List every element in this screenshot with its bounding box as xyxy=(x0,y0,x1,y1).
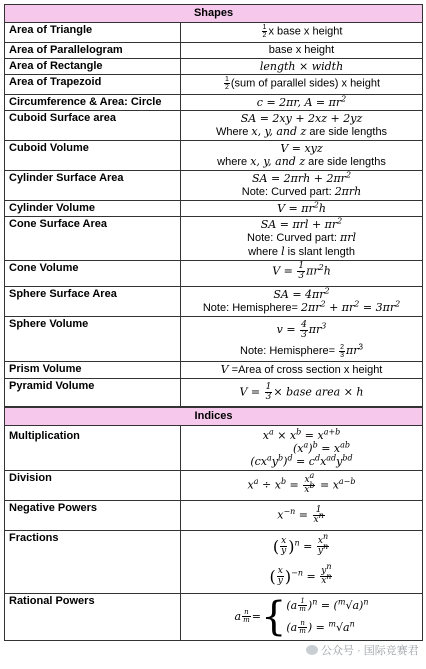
frac-num: 1 xyxy=(313,506,325,516)
rational-line-2 xyxy=(286,617,368,639)
formula-lhs: v = xyxy=(276,323,300,336)
note-prefix: where xyxy=(248,246,282,258)
formula-cylinder-vol xyxy=(181,201,423,217)
fraction-exponent xyxy=(298,598,307,613)
rational-line-1 xyxy=(286,595,368,617)
term: y xyxy=(336,454,343,468)
row-prism-vol xyxy=(5,362,423,379)
exponent: n xyxy=(322,532,329,541)
exponent: n xyxy=(322,542,329,551)
row-negative xyxy=(5,500,423,530)
row-rational xyxy=(5,593,423,640)
exponent: d xyxy=(314,452,321,462)
formula-text: SA = πrl + πr xyxy=(260,218,338,231)
note-formula: πrl xyxy=(339,231,356,244)
note-label: Note: Hemisphere= xyxy=(240,345,339,357)
term: a xyxy=(234,610,242,623)
formula-main xyxy=(185,318,418,342)
term: = xyxy=(295,508,312,521)
note-suffix: are side lengths xyxy=(305,156,386,168)
fraction-two-thirds xyxy=(339,344,345,359)
formula-text: V = πr xyxy=(277,202,314,215)
formula-negative xyxy=(181,500,423,530)
frac-den: y xyxy=(277,576,283,586)
frac-den: y xyxy=(281,546,287,556)
label-area-parallelogram: Area of Parallelogram xyxy=(5,43,181,59)
left-brace: { xyxy=(260,593,287,640)
formula-table xyxy=(4,4,423,641)
row-multiplication xyxy=(5,425,423,470)
exponent: 2 xyxy=(345,170,352,180)
frac-num: 1 xyxy=(262,24,267,31)
formula-prism-vol xyxy=(181,362,423,379)
label-cone-sa: Cone Surface Area xyxy=(5,217,181,261)
left-paren: ( xyxy=(272,536,280,556)
watermark-text: 公众号 · 国际竞赛君 xyxy=(321,645,419,657)
fraction xyxy=(317,532,329,556)
note-formula: 2πrh xyxy=(334,185,362,198)
frac-num: n xyxy=(242,609,251,617)
circumference-formula: c = 2πr, xyxy=(256,96,301,109)
exponent: a−b xyxy=(338,476,356,486)
formula-text: =Area of cross section x height xyxy=(228,364,383,376)
term: = xyxy=(286,478,303,491)
row-pyramid-vol xyxy=(5,379,423,407)
formula-main xyxy=(185,288,418,301)
exponent: n xyxy=(294,537,300,547)
formula-text: x base x height xyxy=(268,25,343,38)
row-cuboid-vol xyxy=(5,141,423,171)
formula-main: V = xyz xyxy=(280,142,323,155)
frac-den: m xyxy=(299,627,306,635)
formula-main: SA = 2xy + 2xz + 2yz xyxy=(240,112,363,125)
term: x xyxy=(320,454,327,468)
term: (x xyxy=(293,441,304,455)
left-paren: ( xyxy=(269,566,276,586)
label-area-rectangle: Area of Rectangle xyxy=(5,59,181,75)
fraction xyxy=(320,562,332,586)
fraction-half xyxy=(262,24,268,39)
row-area-triangle xyxy=(5,23,423,43)
term: + πr xyxy=(325,301,355,314)
mult-rule-1 xyxy=(185,426,418,442)
term: × x xyxy=(273,428,297,442)
formula-tail: h xyxy=(318,202,326,215)
fraction-rule-2: ( $\frac{x}{y}$ )$^{-n}$ = $\frac{y^n}{x^n}$ xyxy=(269,562,332,586)
exponent: 3 xyxy=(358,342,363,352)
exponent: a+b xyxy=(323,426,341,436)
formula-main xyxy=(185,172,418,185)
mult-rule-2 xyxy=(185,439,418,455)
formula-sphere-sa xyxy=(181,287,423,317)
frac-den: m xyxy=(243,616,250,624)
term: (cx xyxy=(250,454,268,468)
frac-den: 2 xyxy=(262,32,267,39)
fraction xyxy=(280,537,287,556)
label-negative: Negative Powers xyxy=(5,500,181,530)
label-cylinder-vol: Cylinder Volume xyxy=(5,201,181,217)
formula-note xyxy=(185,301,418,315)
exponent: a xyxy=(268,426,274,436)
formula-note xyxy=(185,125,418,139)
row-sphere-vol xyxy=(5,317,423,362)
term: ) xyxy=(308,441,313,455)
formula-circle xyxy=(181,95,423,111)
fraction-four-thirds xyxy=(300,321,308,340)
fraction-exponent xyxy=(242,609,251,624)
label-multiplication: Multiplication xyxy=(5,425,181,470)
term: x xyxy=(313,514,319,525)
formula-area-trapezoid xyxy=(181,75,423,95)
exponent: a xyxy=(309,470,315,480)
term: (a xyxy=(286,598,298,612)
exponent: n xyxy=(349,618,355,628)
exponent: a xyxy=(303,439,309,449)
term: x xyxy=(247,478,254,491)
row-area-trapezoid xyxy=(5,75,423,95)
formula-rhs: × base area × h xyxy=(273,385,364,399)
label-area-trapezoid: Area of Trapezoid xyxy=(5,75,181,95)
root: √a xyxy=(336,620,350,634)
formula-rhs: πr xyxy=(308,323,322,336)
section-title-indices: Indices xyxy=(5,407,423,426)
term: x xyxy=(317,536,323,546)
note-var: l xyxy=(281,245,285,258)
label-cone-vol: Cone Volume xyxy=(5,261,181,287)
label-division: Division xyxy=(5,470,181,500)
exponent: 2 xyxy=(395,299,401,309)
rational-lines xyxy=(286,595,368,639)
exponent: 2 xyxy=(324,286,330,296)
exponent: d xyxy=(287,452,293,462)
label-area-triangle: Area of Triangle xyxy=(5,23,181,43)
section-title-shapes: Shapes xyxy=(5,5,423,23)
formula-text: SA = 2πrh + 2πr xyxy=(251,172,346,185)
formula-lhs: V = xyxy=(272,264,297,278)
note-label: Note: Hemisphere= xyxy=(202,302,301,314)
label-sphere-sa: Sphere Surface Area xyxy=(5,287,181,317)
formula-rational xyxy=(181,593,423,640)
exponent: b xyxy=(312,439,318,449)
root: √a xyxy=(345,598,360,612)
term: = 3πr xyxy=(359,301,396,314)
exponent: ad xyxy=(326,452,337,462)
term: ) xyxy=(307,620,313,634)
frac-num: 1 xyxy=(224,76,229,83)
fraction-reciprocal xyxy=(313,506,325,525)
exponent: a xyxy=(267,452,272,462)
right-paren: ) xyxy=(284,566,292,586)
root-index: m xyxy=(337,596,346,606)
term: ) xyxy=(283,454,288,468)
exponent: n xyxy=(326,562,332,571)
fraction-exponent xyxy=(298,620,307,635)
mult-rule-3 xyxy=(185,452,418,468)
formula-note xyxy=(185,155,418,169)
label-fractions: Fractions xyxy=(5,530,181,593)
rational-rule: a $\frac{n}{m}$ = { (a $\frac{1}{m}$ )$^n = (^m√a)^n$ (a $\frac{n}{m}$ ) = $^m√a^n$ xyxy=(234,593,369,640)
label-sphere-vol: Sphere Volume xyxy=(5,317,181,362)
row-area-rectangle xyxy=(5,59,423,75)
section-header-shapes xyxy=(5,5,423,23)
root-index: m xyxy=(328,618,336,628)
right-paren: ) xyxy=(288,536,295,556)
formula-lhs: V = xyxy=(239,385,264,399)
term: = xyxy=(312,620,329,634)
formula-note-2 xyxy=(185,245,418,259)
term: x xyxy=(304,474,310,485)
label-prism-vol: Prism Volume xyxy=(5,362,181,379)
row-cone-vol xyxy=(5,261,423,287)
frac-num: 1 xyxy=(265,381,272,392)
exponent: 2 xyxy=(318,262,324,272)
exponent: n xyxy=(312,596,318,606)
term: x xyxy=(262,428,269,442)
frac-den: 3 xyxy=(298,271,305,281)
term: = x xyxy=(317,441,341,455)
label-cuboid-vol: Cuboid Volume xyxy=(5,141,181,171)
term: = ( xyxy=(317,598,338,612)
formula-var: V xyxy=(220,363,229,376)
frac-num: 4 xyxy=(301,319,307,330)
note-label: Note: Curved part: xyxy=(247,232,340,244)
fraction-half xyxy=(224,76,230,91)
row-cylinder-sa xyxy=(5,171,423,201)
frac-num: n xyxy=(298,620,307,628)
exponent: −n xyxy=(283,506,296,516)
exponent: 2 xyxy=(313,200,319,210)
exponent: −n xyxy=(291,567,303,577)
exponent: b xyxy=(280,476,287,486)
note-label: Note: Curved part: xyxy=(241,186,335,198)
exponent: 2 xyxy=(337,216,343,226)
formula-cone-sa xyxy=(181,217,423,261)
frac-den: m xyxy=(299,605,306,613)
label-cuboid-sa: Cuboid Surface area xyxy=(5,111,181,141)
frac-num: x xyxy=(281,536,287,546)
formula-note xyxy=(185,185,418,199)
formula-note xyxy=(185,342,418,360)
term: ÷ x xyxy=(258,478,281,491)
term: = x xyxy=(301,428,324,442)
frac-den xyxy=(317,542,329,556)
exponent: 3 xyxy=(321,321,327,331)
note-formula xyxy=(301,301,400,314)
frac-den: 2 xyxy=(224,84,229,91)
formula-text: (sum of parallel sides) x height xyxy=(230,77,381,90)
fraction-powers xyxy=(303,470,315,495)
term: x xyxy=(321,576,327,586)
frac-den: 3 xyxy=(340,351,345,359)
label-cylinder-sa: Cylinder Surface Area xyxy=(5,171,181,201)
formula-cone-vol xyxy=(181,261,423,287)
formula-cuboid-sa xyxy=(181,111,423,141)
formula-rhs: πr xyxy=(306,264,319,278)
frac-den: 3 xyxy=(301,329,307,340)
formula-area-rectangle: length × width xyxy=(181,59,423,75)
fraction xyxy=(277,567,284,586)
formula-cylinder-sa xyxy=(181,171,423,201)
exponent: n xyxy=(363,596,369,606)
frac-num: 2 xyxy=(340,343,345,351)
note-vars: x, y, and z xyxy=(250,155,306,168)
term: x xyxy=(304,484,310,495)
note-prefix: where xyxy=(217,156,251,168)
row-circle xyxy=(5,95,423,111)
formula-tail: h xyxy=(323,264,331,278)
note-formula: πr xyxy=(346,344,359,357)
exponent: 2 xyxy=(341,94,347,104)
fraction-rule-1: ( $\frac{x}{y}$ )$^n$ = $\frac{x^n}{y^n}$ xyxy=(272,532,329,556)
section-header-indices xyxy=(5,407,423,426)
exponent: ab xyxy=(340,439,351,449)
exponent: n xyxy=(326,572,332,581)
term: = c xyxy=(292,454,315,468)
row-cone-sa xyxy=(5,217,423,261)
formula-pyramid-vol xyxy=(181,379,423,407)
formula-sphere-vol xyxy=(181,317,423,362)
frac-num: 1 xyxy=(298,261,305,271)
term: y xyxy=(321,566,327,576)
row-fractions xyxy=(5,530,423,593)
term: 2πr xyxy=(300,301,321,314)
frac-den: 3 xyxy=(265,391,272,402)
row-sphere-sa xyxy=(5,287,423,317)
fraction-third xyxy=(265,383,273,402)
term: y xyxy=(271,454,279,468)
row-division xyxy=(5,470,423,500)
term: = x xyxy=(316,478,339,491)
exponent: 2 xyxy=(320,299,326,309)
term: ) xyxy=(359,598,364,612)
watermark xyxy=(306,642,419,658)
note-prefix: Where xyxy=(215,126,252,138)
formula-fractions xyxy=(181,530,423,593)
fraction-third xyxy=(297,262,305,281)
area-formula: A = πr xyxy=(304,96,342,109)
frac-num: 1 xyxy=(298,598,307,606)
term: ) xyxy=(307,598,313,612)
note-suffix: is slant length xyxy=(284,246,355,258)
row-cylinder-vol xyxy=(5,201,423,217)
exponent: a xyxy=(253,476,259,486)
formula-main xyxy=(185,218,418,231)
row-cuboid-sa xyxy=(5,111,423,141)
term: x xyxy=(277,508,284,521)
formula-division xyxy=(181,470,423,500)
exponent: 2 xyxy=(354,299,360,309)
formula-multiplication xyxy=(181,425,423,470)
exponent: b xyxy=(309,480,315,490)
formula-note xyxy=(185,231,418,245)
wechat-icon xyxy=(306,645,318,655)
formula-area-triangle xyxy=(181,23,423,43)
exponent: bd xyxy=(342,452,353,462)
frac-num: x xyxy=(277,566,283,576)
label-pyramid-vol: Pyramid Volume xyxy=(5,379,181,407)
note-suffix: are side lengths xyxy=(306,126,388,138)
label-rational: Rational Powers xyxy=(5,593,181,640)
frac-den xyxy=(313,510,325,525)
exponent: b xyxy=(278,452,284,462)
frac-den xyxy=(303,480,315,495)
term: y xyxy=(317,546,323,556)
label-circle: Circumference & Area: Circle xyxy=(5,95,181,111)
note-vars: x, y, and z xyxy=(251,125,307,138)
formula-area-parallelogram: base x height xyxy=(181,43,423,59)
exponent: b xyxy=(296,426,302,436)
row-area-parallelogram xyxy=(5,43,423,59)
frac-den xyxy=(320,572,332,586)
formula-cuboid-vol xyxy=(181,141,423,171)
formula-text: SA = 4πr xyxy=(273,288,325,301)
term: (a xyxy=(286,620,298,634)
exponent: n xyxy=(318,510,324,520)
